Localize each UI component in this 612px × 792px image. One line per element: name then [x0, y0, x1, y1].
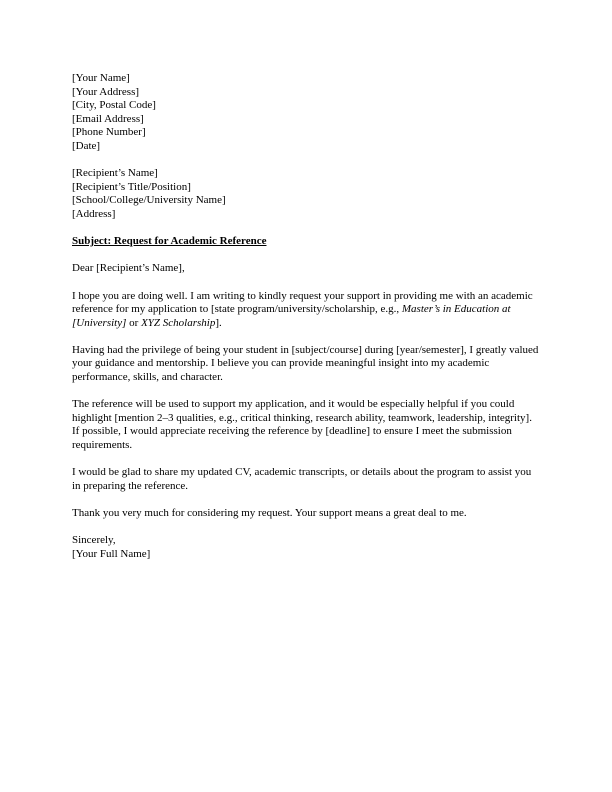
letter-date: [Date] — [72, 139, 101, 152]
sender-address: [Your Address] — [72, 85, 140, 98]
paragraph-thanks: Thank you very much for considering my request. Your support means a great deal to me. — [72, 507, 467, 519]
paragraph-intro — [72, 290, 542, 331]
recipient-institution: [School/College/University Name] — [72, 194, 226, 207]
paragraph-relationship: Having had the privilege of being your student in [subject/course] during [year/semester], I greatly valued your guidance and mentorship. I believe you can provide meaningful insight into my academic performance, skills, and character. — [72, 343, 539, 384]
paragraph-offer: I would be glad to share my updated CV, academic transcripts, or details about the program to assist you in preparing the reference. — [72, 466, 532, 492]
signature: [Your Full Name] — [72, 547, 151, 560]
subject-line: Subject: Request for Academic Reference — [72, 235, 267, 248]
sender-address-block — [72, 72, 542, 154]
spacer — [72, 493, 542, 507]
spacer — [72, 385, 542, 399]
spacer — [72, 330, 542, 344]
paragraph-text: or — [126, 316, 142, 329]
closing: Sincerely, — [72, 534, 116, 547]
paragraph-text: ]. — [215, 316, 222, 329]
sender-name: [Your Name] — [72, 72, 130, 84]
sender-city: [City, Postal Code] — [72, 99, 156, 112]
example-scholarship: XYZ Scholarship — [141, 316, 216, 329]
spacer — [72, 154, 542, 168]
spacer — [72, 453, 542, 467]
sender-email: [Email Address] — [72, 112, 144, 125]
recipient-title: [Recipient’s Title/Position] — [72, 180, 191, 193]
paragraph-purpose: The reference will be used to support my application, and it would be especially helpful if you could highlight [mention 2–3 qualities, e.g., critical thinking, research ability, teamwork, leadership, integrity]. If possible, I would appreciate receiving the reference by [deadline] to ensure I meet the submission requirements. — [72, 398, 532, 452]
spacer — [72, 249, 542, 263]
recipient-name: [Recipient’s Name] — [72, 167, 158, 180]
recipient-address: [Address] — [72, 207, 116, 220]
paragraph-text: I hope you are doing well. I am writing to kindly request your support in providing me with an academic reference for my application to [state program/university/scholarship, e.g., — [72, 289, 533, 316]
salutation: Dear [Recipient’s Name], — [72, 262, 185, 275]
sender-phone: [Phone Number] — [72, 126, 146, 139]
spacer — [72, 222, 542, 236]
spacer — [72, 276, 542, 290]
letter-page — [72, 72, 542, 561]
spacer — [72, 521, 542, 535]
recipient-address-block — [72, 167, 542, 221]
example-program: Master’s in Education at [University] — [72, 303, 511, 329]
